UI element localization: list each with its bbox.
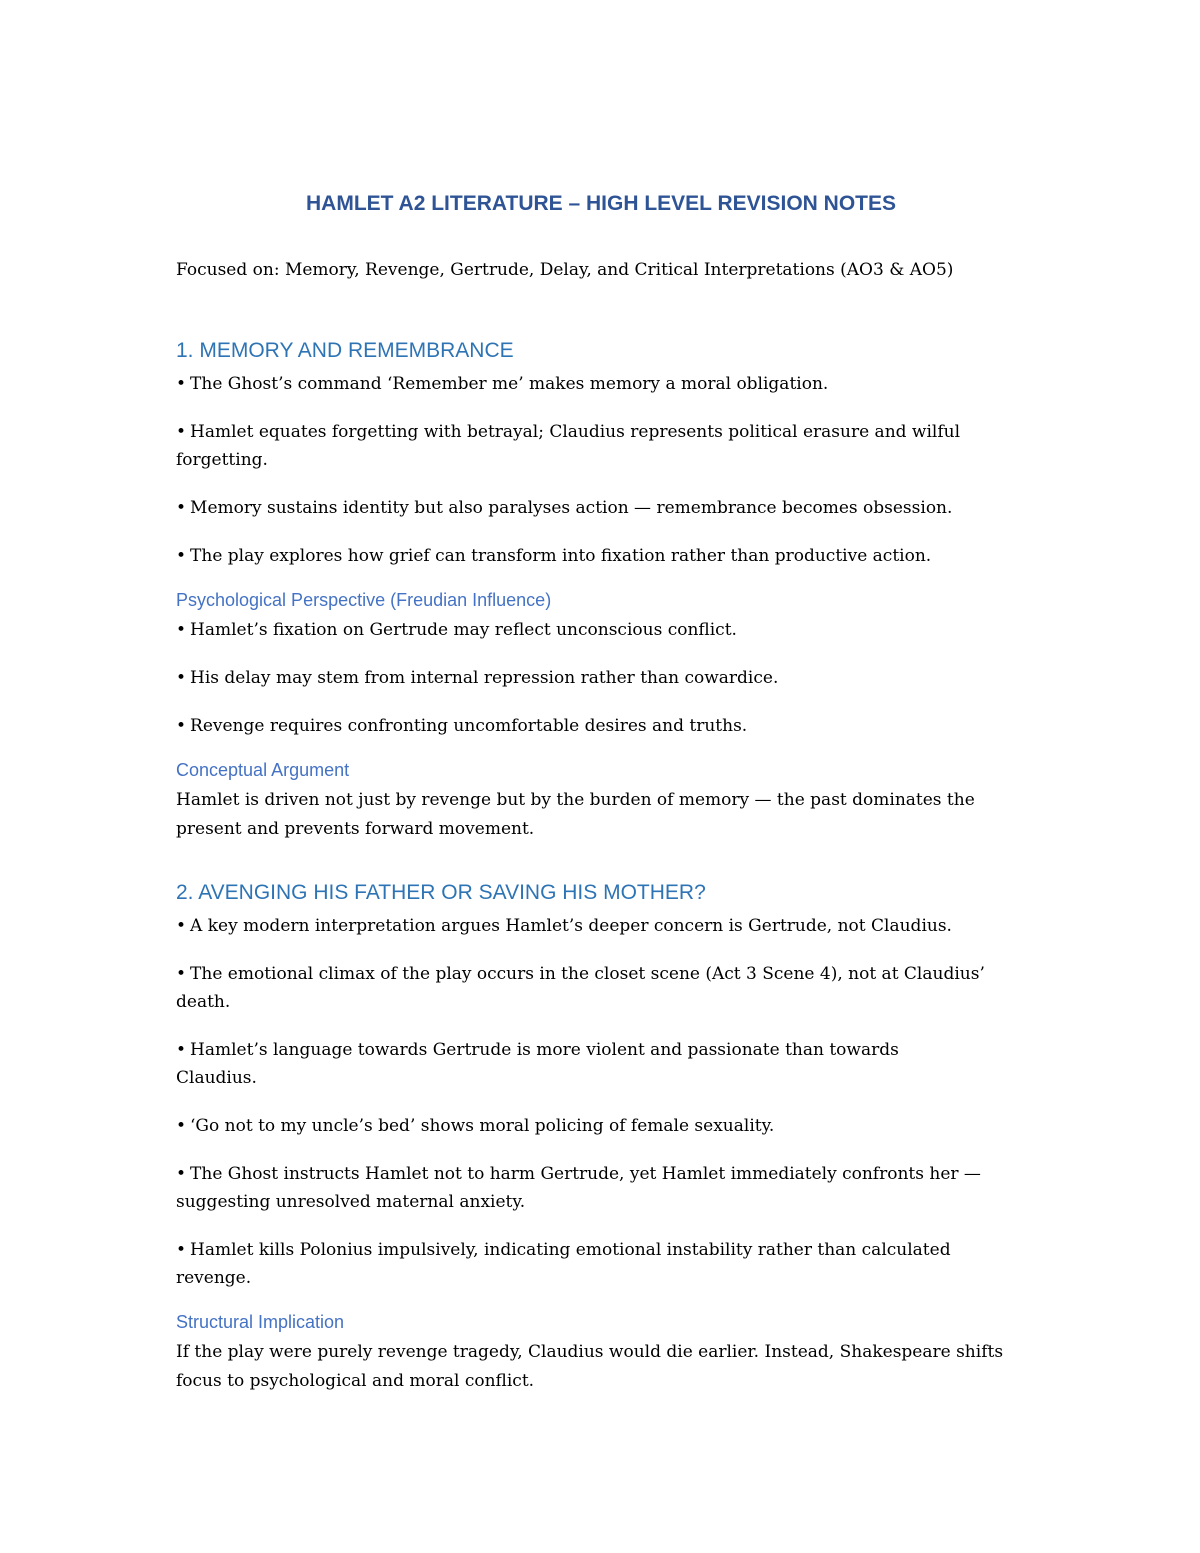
section-heading: 2. AVENGING HIS FATHER OR SAVING HIS MOTHER?	[176, 881, 706, 904]
bullet-marker: •	[176, 1116, 187, 1136]
paragraph: Hamlet is driven not just by revenge but by the burden of memory — the past dominates the present and prevents forward movement.	[176, 790, 975, 839]
bullet-marker: •	[176, 1240, 187, 1260]
intro-text: Focused on: Memory, Revenge, Gertrude, Delay, and Critical Interpretations (AO3 & AO5)	[176, 260, 954, 280]
bullet-marker: •	[176, 374, 187, 394]
bullet-marker: •	[176, 916, 187, 936]
list-item: • ‘Go not to my uncle’s bed’ shows moral policing of female sexuality.	[176, 1116, 775, 1136]
list-item: • Hamlet’s fixation on Gertrude may reflect unconscious conflict.	[176, 620, 737, 640]
bullet-marker: •	[176, 716, 187, 736]
bullet-marker: •	[176, 964, 187, 984]
list-item: • The Ghost’s command ‘Remember me’ makes memory a moral obligation.	[176, 374, 829, 394]
list-item: • His delay may stem from internal repression rather than cowardice.	[176, 668, 779, 688]
subheading-structural: Structural Implication	[176, 1312, 345, 1332]
list-item: • A key modern interpretation argues Hamlet’s deeper concern is Gertrude, not Claudius.	[176, 916, 952, 936]
list-item: • Memory sustains identity but also paralyses action — remembrance becomes obsession.	[176, 498, 953, 518]
subheading-conceptual: Conceptual Argument	[176, 760, 350, 780]
paragraph: If the play were purely revenge tragedy, Claudius would die earlier. Instead, Shakespeare shifts focus to psychological and moral conflict.	[176, 1342, 1004, 1391]
bullet-marker: •	[176, 546, 187, 566]
list-item: • Hamlet’s language towards Gertrude is more violent and passionate than towards Claudius.	[176, 1040, 899, 1088]
document-title: HAMLET A2 LITERATURE – HIGH LEVEL REVISION NOTES	[306, 192, 896, 215]
list-item: • Hamlet equates forgetting with betrayal; Claudius represents political erasure and wilful forgetting.	[176, 422, 961, 470]
section-memory	[176, 338, 1026, 844]
list-item: • The play explores how grief can transform into fixation rather than productive action.	[176, 546, 932, 566]
section-avenging	[176, 880, 1026, 1396]
bullet-marker: •	[176, 422, 187, 442]
bullet-marker: •	[176, 620, 187, 640]
section-heading: 1. MEMORY AND REMEMBRANCE	[176, 339, 514, 362]
bullet-marker: •	[176, 498, 187, 518]
list-item: • The emotional climax of the play occurs in the closet scene (Act 3 Scene 4), not at Claudius’ death.	[176, 964, 985, 1012]
bullet-marker: •	[176, 1040, 187, 1060]
list-item: • Hamlet kills Polonius impulsively, indicating emotional instability rather than calculated revenge.	[176, 1240, 951, 1288]
bullet-marker: •	[176, 668, 187, 688]
subheading-psychological: Psychological Perspective (Freudian Influence)	[176, 590, 552, 610]
list-item: • Revenge requires confronting uncomfortable desires and truths.	[176, 716, 748, 736]
list-item: • The Ghost instructs Hamlet not to harm Gertrude, yet Hamlet immediately confronts her — suggesting unresolved maternal anxiety.	[176, 1164, 981, 1212]
bullet-marker: •	[176, 1164, 187, 1184]
